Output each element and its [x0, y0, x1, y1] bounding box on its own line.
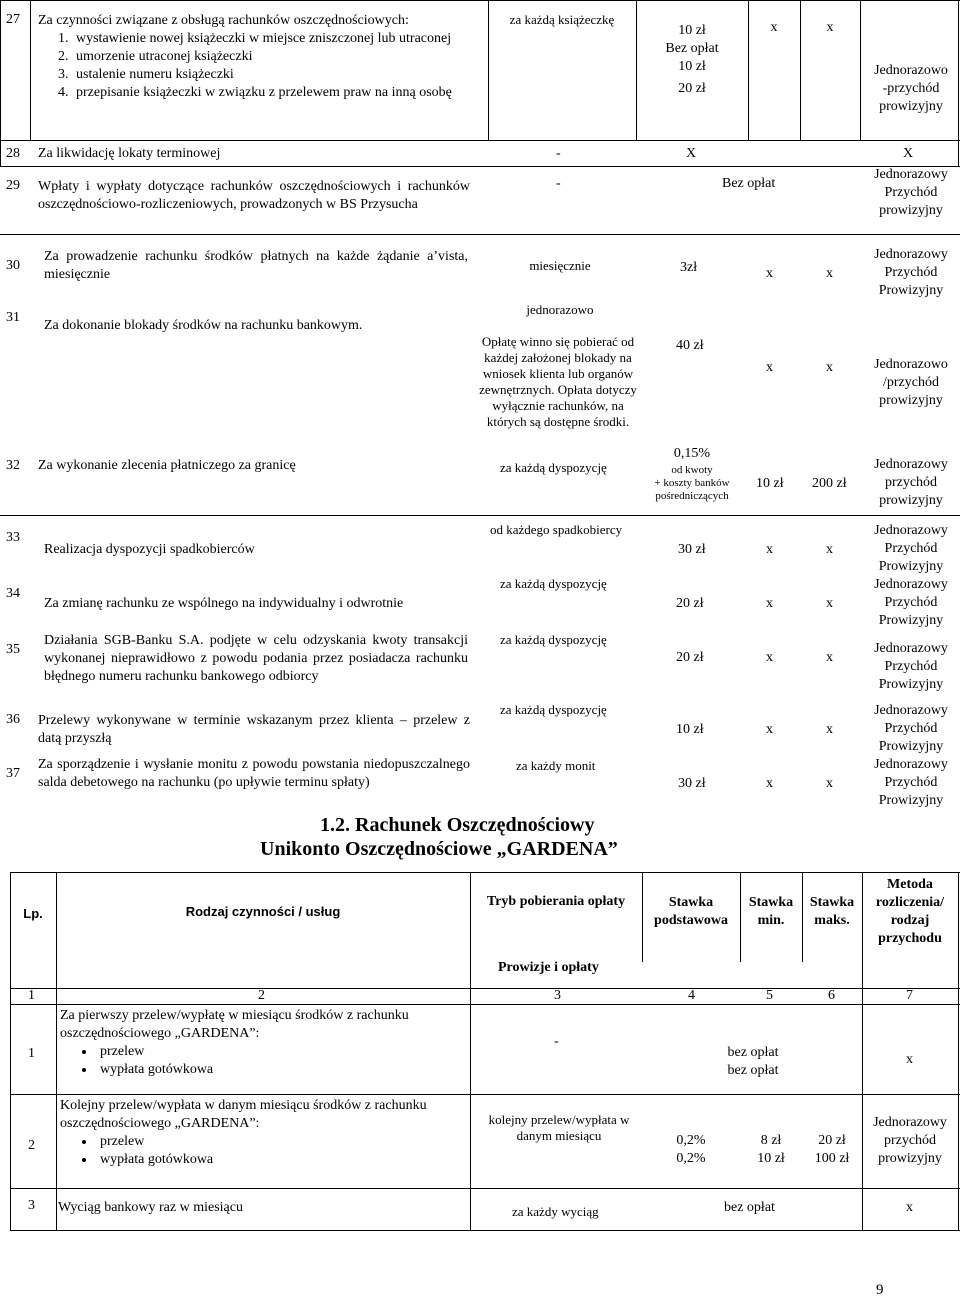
header-line: Metoda — [887, 877, 933, 892]
rate-min: x — [766, 266, 773, 281]
rate-min: x — [766, 776, 773, 791]
rate-max: 200 zł — [812, 476, 847, 491]
rate: bez opłat — [727, 1045, 779, 1060]
rate-max-list — [802, 1132, 862, 1168]
header-line: rozliczenia/ — [875, 895, 945, 910]
row-number: 32 — [6, 458, 20, 473]
row-description: Za dokonanie blokady środków na rachunku bankowym. — [44, 318, 363, 333]
rate: 20 zł — [676, 650, 704, 665]
rate-max: x — [826, 542, 833, 557]
settlement-method — [862, 456, 960, 510]
charge-mode: za każdą dyspozycję — [500, 702, 607, 717]
rate-min: x — [766, 542, 773, 557]
rate: 3zł — [680, 260, 698, 275]
charge-mode: - — [556, 176, 561, 191]
method-line: Prowizyjny — [878, 677, 944, 692]
rate: 0,2% — [676, 1133, 706, 1148]
rate-max: x — [826, 266, 833, 281]
row-number: 36 — [6, 712, 20, 727]
settlement-method — [862, 640, 960, 694]
method-line: Jednorazowo — [874, 63, 948, 78]
row-text: Kolejny przelew/wypłata w danym miesiącu środków z rachunku oszczędnościowego „GARDENA”: — [60, 1098, 427, 1131]
method-line: Prowizyjny — [878, 739, 944, 754]
rate-note — [640, 464, 744, 503]
method-line: Przychód — [884, 775, 938, 790]
row-description — [38, 12, 478, 102]
header-line: przychodu — [878, 931, 942, 946]
note-line: pośredniczących — [655, 490, 729, 502]
method-line: Przychód — [884, 185, 938, 200]
settlement-method — [862, 756, 960, 810]
settlement-method — [862, 356, 960, 410]
method-line: /przychód — [883, 375, 939, 390]
row-number: 34 — [6, 586, 20, 601]
header-line: Stawka — [809, 895, 855, 910]
header-max-rate — [802, 894, 862, 930]
method-line: prowizyjny — [879, 493, 943, 508]
method-line: Przychód — [884, 541, 938, 556]
settlement-method — [862, 166, 960, 220]
row-number: 30 — [6, 258, 20, 273]
rate-list — [700, 1044, 806, 1080]
method-line: Przychód — [884, 659, 938, 674]
rate-min: 10 zł — [757, 1151, 785, 1166]
method-line: prowizyjny — [879, 203, 943, 218]
rate-max: 100 zł — [814, 1151, 850, 1166]
row-number: 37 — [6, 766, 20, 781]
charge-note: Opłatę winno się pobierać od każdej założonej blokady na wniosek klienta lub organów zewnętrznych. Opłata dotyczy wyłącznie rachunków, na których są dostępne środki. — [479, 334, 637, 429]
rate: 10 zł — [676, 722, 704, 737]
rate: X — [686, 146, 697, 161]
rate-min: x — [766, 360, 773, 375]
method-line: Jednorazowy — [873, 1115, 947, 1130]
row-description: Działania SGB-Banku S.A. podjęte w celu odzyskania kwoty transakcji wykonanej nieprawidłowo z powodu podania przez posiadacza rachunku błędnego numeru rachunku bankowego odbiorcy — [44, 633, 468, 684]
rate: 0,15% — [673, 446, 711, 461]
list-item: • przelew — [96, 1043, 460, 1061]
method-line: Prowizyjny — [878, 613, 944, 628]
header-line: min. — [757, 913, 785, 928]
settlement-method: x — [906, 1200, 913, 1215]
charge-mode: od każdego spadkobiercy — [490, 522, 623, 537]
settlement-method — [862, 576, 960, 630]
rate: 30 zł — [678, 542, 706, 557]
charge-mode: za każdą dyspozycję — [500, 576, 607, 591]
rate-max: 20 zł — [818, 1133, 846, 1148]
page-number: 9 — [876, 1282, 884, 1298]
rate-min: 8 zł — [760, 1133, 782, 1148]
item-list — [38, 30, 478, 102]
rate-min: x — [766, 596, 773, 611]
rule — [10, 872, 960, 873]
row-number: 31 — [6, 310, 20, 325]
rule — [10, 1004, 960, 1005]
charge-mode: - — [554, 1034, 559, 1049]
rate-list — [642, 1132, 740, 1168]
rate-max: x — [826, 596, 833, 611]
method-line: Przychód — [884, 721, 938, 736]
row-number: 3 — [28, 1198, 35, 1213]
rate: 0,2% — [676, 1151, 706, 1166]
rate: 10 zł — [678, 59, 706, 74]
row-number: 2 — [28, 1138, 35, 1153]
list-item: • wypłata gotówkowa — [96, 1061, 460, 1079]
rule — [10, 988, 960, 989]
row-description: Za zmianę rachunku ze wspólnego na indywidualny i odwrotnie — [44, 596, 404, 611]
rule — [10, 1094, 960, 1095]
method-line: Przychód — [884, 595, 938, 610]
header-method — [862, 876, 958, 948]
charge-mode: kolejny przelew/wypłata w danym miesiącu — [488, 1112, 630, 1143]
rule — [10, 1188, 960, 1189]
list-item: • przelew — [96, 1133, 470, 1151]
method-line: Jednorazowy — [874, 641, 948, 656]
header-line: maks. — [814, 913, 850, 928]
charge-mode: za każdą dyspozycję — [500, 632, 607, 647]
row-description: Za sporządzenie i wysłanie monitu z powodu powstania niedopuszczalnego salda debetowego na rachunku (po upływie terminu spłaty) — [38, 757, 470, 790]
header-charge-mode: Tryb pobierania opłaty — [486, 894, 626, 909]
rule — [470, 872, 471, 1230]
rule — [56, 872, 57, 1230]
column-number: 6 — [828, 988, 835, 1003]
rate-max: x — [826, 20, 834, 35]
charge-mode: jednorazowo — [526, 302, 594, 317]
charge-mode: miesięcznie — [529, 258, 591, 273]
list-item: 4. przepisanie książeczki w związku z przelewem praw na inną osobę — [72, 84, 478, 102]
row-description — [60, 1007, 460, 1079]
note-line: + koszty banków — [654, 477, 730, 489]
row-number: 35 — [6, 642, 20, 657]
rate-min: 10 zł — [756, 476, 784, 491]
bullet-list — [60, 1133, 470, 1169]
column-number: 2 — [258, 988, 265, 1003]
list-item: 1. wystawienie nowej książeczki w miejsce zniszczonej lub utraconej — [72, 30, 478, 48]
row-description: Za likwidację lokaty terminowej — [38, 146, 221, 161]
rule — [958, 872, 959, 1231]
settlement-method — [862, 522, 960, 576]
list-item: • wypłata gotówkowa — [96, 1151, 470, 1169]
rate-min-list — [740, 1132, 802, 1168]
column-number: 1 — [28, 988, 35, 1003]
rule — [10, 1230, 960, 1231]
rate: bez opłat — [727, 1063, 779, 1078]
settlement-method — [862, 62, 960, 116]
row-number: 1 — [28, 1046, 35, 1061]
header-min-rate — [740, 894, 802, 930]
method-line: Prowizyjny — [878, 559, 944, 574]
row-description: Za wykonanie zlecenia płatniczego za granicę — [38, 458, 296, 473]
settlement-method — [862, 702, 960, 756]
rate-min: x — [770, 20, 778, 35]
method-line: Prowizyjny — [878, 793, 944, 808]
list-item: 2. umorzenie utraconej książeczki — [72, 48, 478, 66]
settlement-method — [862, 1114, 958, 1168]
charge-mode: za każdy monit — [516, 758, 596, 773]
rate: 10 zł — [678, 23, 706, 38]
rate-min: x — [766, 650, 773, 665]
charge-mode: za każdą dyspozycję — [500, 460, 607, 475]
row-description: Przelewy wykonywane w terminie wskazanym przez klienta – przelew z datą przyszłą — [38, 713, 470, 746]
method-line: Jednorazowy — [874, 757, 948, 772]
rule — [0, 140, 960, 141]
method-line: Jednorazowy — [874, 703, 948, 718]
row-description — [60, 1097, 470, 1169]
rule — [0, 166, 960, 167]
rate: 40 zł — [676, 338, 704, 353]
header-line: rodzaj — [890, 913, 930, 928]
note-line: od kwoty — [671, 464, 713, 476]
method-line: przychód — [884, 475, 938, 490]
row-number: 28 — [6, 146, 20, 161]
rate-min: x — [766, 722, 773, 737]
header-service-type: Rodzaj czynności / usług — [185, 904, 341, 919]
rate-max: x — [826, 776, 833, 791]
rule — [860, 0, 861, 140]
method-line: Jednorazowy — [874, 577, 948, 592]
rate: 20 zł — [678, 81, 706, 96]
column-number: 4 — [688, 988, 695, 1003]
rule — [0, 234, 960, 235]
row-number: 27 — [6, 12, 20, 27]
rate-list — [636, 22, 748, 98]
settlement-method: X — [903, 146, 914, 161]
section-title: 1.2. Rachunek Oszczędnościowy — [320, 814, 595, 836]
rate: Bez opłat — [665, 41, 719, 56]
row-number: 29 — [6, 178, 20, 193]
method-line: Jednorazowy — [874, 247, 948, 262]
rate-max: x — [826, 650, 833, 665]
rate: Bez opłat — [722, 176, 776, 191]
rule — [10, 872, 11, 1231]
row-description: Za prowadzenie rachunku środków płatnych na każde żądanie a’vista, miesięcznie — [44, 249, 468, 282]
method-line: przychód — [883, 1133, 937, 1148]
column-number: 7 — [906, 988, 913, 1003]
list-item: 3. ustalenie numeru książeczki — [72, 66, 478, 84]
rule — [0, 0, 1, 166]
method-line: Prowizyjny — [878, 283, 944, 298]
rate-max: x — [826, 360, 833, 375]
method-line: Przychód — [884, 265, 938, 280]
method-line: -przychód — [882, 81, 940, 96]
method-line: prowizyjny — [879, 393, 943, 408]
rate: bez opłat — [724, 1200, 775, 1215]
method-line: prowizyjny — [879, 99, 943, 114]
column-number: 5 — [766, 988, 773, 1003]
row-description: Realizacja dyspozycji spadkobierców — [44, 542, 255, 557]
rate-max: x — [826, 722, 833, 737]
header-base-rate — [642, 894, 740, 930]
method-line: Jednorazowy — [874, 457, 948, 472]
settlement-method — [862, 246, 960, 300]
settlement-method: x — [906, 1052, 913, 1067]
header-line: podstawowa — [654, 913, 728, 928]
row-description: Wyciąg bankowy raz w miesiącu — [58, 1200, 243, 1215]
method-line: Jednorazowy — [874, 167, 948, 182]
section-subtitle: Unikonto Oszczędnościowe „GARDENA” — [260, 838, 618, 860]
header-line: Stawka — [748, 895, 794, 910]
row-text: Za pierwszy przelew/wypłatę w miesiącu środków z rachunku oszczędnościowego „GARDENA”: — [60, 1008, 409, 1041]
rule — [0, 515, 960, 516]
method-line: Jednorazowy — [874, 523, 948, 538]
header-fees: Prowizje i opłaty — [498, 960, 599, 975]
rule — [0, 0, 960, 1]
method-line: prowizyjny — [878, 1151, 942, 1166]
header-lp: Lp. — [23, 906, 43, 921]
row-description: Wpłaty i wypłaty dotyczące rachunków oszczędnościowych i rachunków oszczędnościowo-rozliczeniowych, prowadzonych w BS Przysucha — [38, 179, 470, 212]
charge-mode: za każdy wyciąg — [512, 1204, 599, 1219]
row-number: 33 — [6, 530, 20, 545]
rate: 20 zł — [676, 596, 704, 611]
method-line: Jednorazowo — [874, 357, 948, 372]
rule — [30, 0, 31, 140]
charge-mode: za każdą książeczkę — [509, 12, 615, 27]
column-number: 3 — [554, 988, 561, 1003]
rate: 30 zł — [678, 776, 706, 791]
header-line: Stawka — [668, 895, 714, 910]
bullet-list — [60, 1043, 460, 1079]
charge-mode: - — [556, 146, 561, 161]
row-title: Za czynności związane z obsługą rachunków oszczędnościowych: — [38, 13, 409, 28]
